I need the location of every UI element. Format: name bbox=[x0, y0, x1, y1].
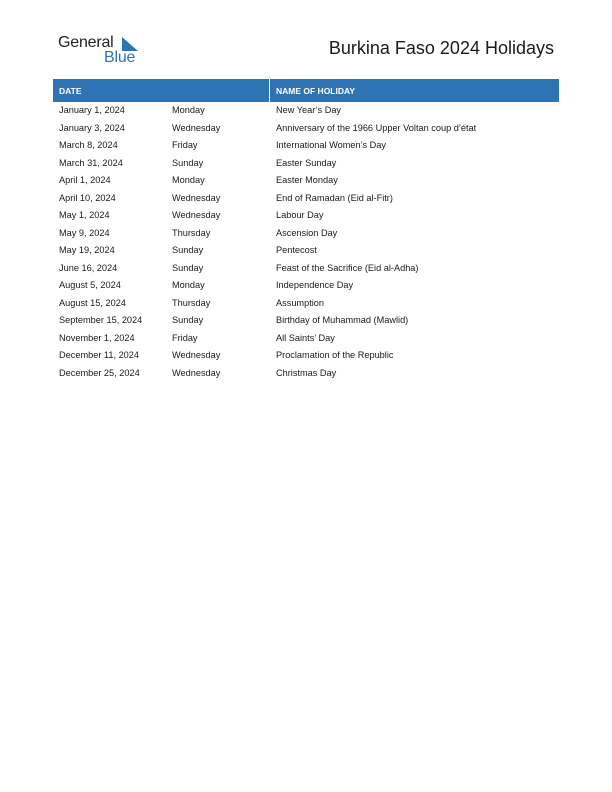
holiday-weekday: Sunday bbox=[172, 245, 204, 255]
holiday-weekday: Wednesday bbox=[172, 367, 221, 378]
holiday-date: January 3, 2024 bbox=[59, 122, 125, 133]
table-row bbox=[53, 120, 559, 138]
holiday-name: Independence Day bbox=[276, 280, 354, 290]
table-row bbox=[53, 312, 559, 330]
holiday-name: Ascension Day bbox=[276, 227, 338, 238]
table-row bbox=[53, 102, 559, 120]
holiday-date: March 31, 2024 bbox=[59, 157, 123, 168]
holiday-weekday: Friday bbox=[172, 332, 198, 343]
logo-word-blue: Blue bbox=[104, 49, 136, 66]
holiday-weekday: Wednesday bbox=[172, 210, 221, 220]
holiday-name: All Saints’ Day bbox=[276, 332, 335, 343]
holiday-date: December 25, 2024 bbox=[59, 367, 140, 378]
logo-word-general: General bbox=[58, 34, 114, 51]
holiday-table bbox=[53, 79, 559, 382]
holiday-date: December 11, 2024 bbox=[59, 350, 140, 360]
column-header-name: NAME OF HOLIDAY bbox=[276, 85, 356, 96]
column-header-date: DATE bbox=[59, 85, 82, 96]
holiday-name: Feast of the Sacrifice (Eid al-Adha) bbox=[276, 262, 419, 273]
holiday-date: August 15, 2024 bbox=[59, 297, 126, 308]
table-row bbox=[53, 190, 559, 208]
table-row bbox=[53, 295, 559, 313]
generalblue-logo bbox=[58, 34, 148, 68]
holiday-name: Labour Day bbox=[276, 210, 324, 220]
table-row bbox=[53, 365, 559, 383]
holiday-name: End of Ramadan (Eid al-Fitr) bbox=[276, 192, 393, 203]
holiday-name: New Year’s Day bbox=[276, 105, 342, 115]
holiday-weekday: Wednesday bbox=[172, 122, 221, 133]
holiday-weekday: Sunday bbox=[172, 315, 204, 325]
holiday-weekday: Friday bbox=[172, 140, 198, 150]
table-row bbox=[53, 347, 559, 365]
holiday-date: April 10, 2024 bbox=[59, 192, 116, 203]
table-row bbox=[53, 137, 559, 155]
holiday-date: March 8, 2024 bbox=[59, 140, 118, 150]
holiday-date: May 9, 2024 bbox=[59, 227, 110, 238]
holiday-date: September 15, 2024 bbox=[59, 315, 143, 325]
holiday-name: Christmas Day bbox=[276, 367, 337, 378]
table-row bbox=[53, 207, 559, 225]
header-divider bbox=[269, 79, 270, 102]
holiday-name: Anniversary of the 1966 Upper Voltan coup d’état bbox=[276, 122, 477, 133]
holiday-date: May 19, 2024 bbox=[59, 245, 115, 255]
holiday-date: August 5, 2024 bbox=[59, 280, 121, 290]
table-body bbox=[53, 102, 559, 382]
table-row bbox=[53, 225, 559, 243]
holiday-name: Proclamation of the Republic bbox=[276, 350, 394, 360]
table-row bbox=[53, 155, 559, 173]
holiday-weekday: Monday bbox=[172, 175, 205, 185]
holiday-name: Assumption bbox=[276, 297, 325, 308]
holiday-name: Easter Sunday bbox=[276, 157, 337, 168]
holiday-weekday: Sunday bbox=[172, 262, 204, 273]
holiday-date: November 1, 2024 bbox=[59, 332, 135, 343]
table-row bbox=[53, 277, 559, 295]
holiday-weekday: Wednesday bbox=[172, 350, 221, 360]
holiday-weekday: Sunday bbox=[172, 157, 204, 168]
holiday-date: June 16, 2024 bbox=[59, 262, 118, 273]
holiday-weekday: Monday bbox=[172, 105, 205, 115]
holiday-name: International Women’s Day bbox=[276, 140, 386, 150]
holiday-weekday: Thursday bbox=[172, 227, 211, 238]
page-title: Burkina Faso 2024 Holidays bbox=[328, 38, 554, 58]
holiday-name: Pentecost bbox=[276, 245, 317, 255]
holiday-weekday: Wednesday bbox=[172, 192, 221, 203]
table-row bbox=[53, 172, 559, 190]
table-header bbox=[53, 79, 559, 102]
holiday-name: Easter Monday bbox=[276, 175, 338, 185]
holiday-weekday: Thursday bbox=[172, 297, 211, 308]
holiday-name: Birthday of Muhammad (Mawlid) bbox=[276, 315, 409, 325]
holiday-weekday: Monday bbox=[172, 280, 205, 290]
table-row bbox=[53, 330, 559, 348]
holiday-date: January 1, 2024 bbox=[59, 105, 125, 115]
holiday-date: May 1, 2024 bbox=[59, 210, 110, 220]
holiday-date: April 1, 2024 bbox=[59, 175, 111, 185]
table-row bbox=[53, 242, 559, 260]
table-row bbox=[53, 260, 559, 278]
